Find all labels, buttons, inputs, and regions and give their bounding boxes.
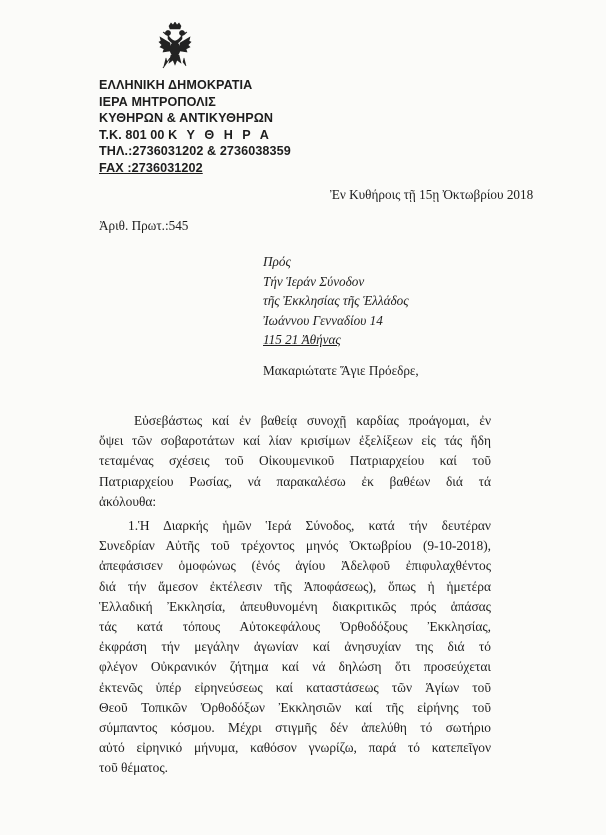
letterhead-diocese: ΚΥΘΗΡΩΝ & ΑΝΤΙΚΥΘΗΡΩΝ <box>99 111 274 126</box>
paragraph-line: σύμπαντος κόσμου. Μέχρι στιγμῆς δέν ἀπελύθη τό σωτήριο <box>99 720 491 736</box>
letterhead <box>99 77 291 177</box>
recipient-block <box>263 252 409 350</box>
letterhead-metropolis: ΙΕΡΑ ΜΗΤΡΟΠΟΛΙΣ <box>99 94 216 109</box>
recipient-city: 115 21 Ἀθήνας <box>263 332 341 347</box>
recipient-line-1: Τήν Ἱεράν Σύνοδον <box>263 273 365 289</box>
paragraph-line: 1.Ἡ Διαρκής ἡμῶν Ἱερά Σύνοδος, κατά τήν δευτέραν <box>128 518 491 533</box>
protocol-number: Ἀριθ. Πρωτ.:545 <box>99 218 189 233</box>
paragraph-line: ὄψει τῶν σοβαροτάτων καί λίαν κρισίμων ἐξελίξεων εἰς τάς ἤδη <box>99 433 491 449</box>
paragraph-line: Εὐσεβάστως καί ἐν βαθείᾳ συνοχῇ καρδίας προάγομαι, ἐν <box>134 413 491 428</box>
recipient-line-2: τῆς Ἐκκλησίας τῆς Ἑλλάδος <box>263 293 409 308</box>
paragraph-line: ἀπεφάσισεν ὁμοφώνως (ἑνός ἁγίου Ἀδελφοῦ ἐπιφυλαχθέντος <box>99 558 491 574</box>
paragraph-line: φλέγον Οὐκρανικόν ζήτημα καί νά δηλώση ὅτι προσεύχεται <box>99 659 491 675</box>
paragraph-line: ἐκφράση τήν μεγάλην ἀγωνίαν καί ἀνησυχίαν της διά τό <box>99 639 491 655</box>
paragraph-line: αὐτό εἰρηνικό μήνυμα, καθόσον γνωρίζω, παρά τό κατεπεῖγον <box>99 740 491 756</box>
double-headed-eagle-emblem <box>158 22 192 70</box>
letterhead-postal <box>99 127 291 144</box>
letterhead-phone: ΤΗΛ.:2736031202 & 2736038359 <box>99 144 291 159</box>
paragraph-line: διά τήν ἄμεσον ἐκτέλεσιν τῆς Ἀποφάσεως), ὅπως ἡ ἡμετέρα <box>99 578 491 594</box>
paragraph-line: Συνεδρίαν Αὐτῆς τοῦ τρέχοντος μηνός Ὀκτωβρίου (9-10-2018), <box>99 538 491 554</box>
paragraph-line: τοῦ θέματος. <box>99 760 169 776</box>
letterhead-fax: FAX :2736031202 <box>99 160 203 175</box>
paragraph-line: Ἑλλαδική Ἐκκλησία, ἀπευθυνομένη διακριτικῶς πρός ἁπάσας <box>99 598 491 614</box>
paragraph-point-1 <box>99 516 491 779</box>
postal-city: Κ Υ Θ Η Ρ Α <box>168 127 272 142</box>
letterhead-state: ΕΛΛΗΝΙΚΗ ΔΗΜΟΚΡΑΤΙΑ <box>99 78 253 92</box>
paragraph-intro <box>99 411 491 512</box>
paragraph-line: Θεοῦ Τοπικῶν Ὀρθοδόξων Ἐκκλησιῶν καί τῆς εἰρήνης τοῦ <box>99 699 491 715</box>
paragraph-line: τάς κατά τόπους Αὐτοκεφάλους Ὀρθοδόξους Ἐκκλησίας, <box>99 619 491 635</box>
postal-code: Τ.Κ. 801 00 <box>99 127 165 142</box>
paragraph-line: ἐκτενῶς ὑπέρ εἰρηνεύσεως καί καταστάσεως τῶν Ἁγίων τοῦ <box>99 679 491 695</box>
recipient-to: Πρός <box>263 254 291 269</box>
letter-date: Ἐν Κυθήροις τῇ 15ῃ Ὀκτωβρίου 2018 <box>330 187 534 202</box>
paragraph-line: ἀκόλουθα: <box>99 493 157 509</box>
salutation: Μακαριώτατε Ἅγιε Πρόεδρε, <box>263 363 419 378</box>
paragraph-line: Πατριαρχείου Ρωσίας, νά παρακαλέσω ἐκ βαθέων διά τά <box>99 473 491 489</box>
paragraph-line: τεταμένας σχέσεις τοῦ Οἰκουμενικοῦ Πατριαρχείου καί τοῦ <box>99 453 491 469</box>
recipient-street: Ἰωάννου Γενναδίου 14 <box>263 312 383 328</box>
